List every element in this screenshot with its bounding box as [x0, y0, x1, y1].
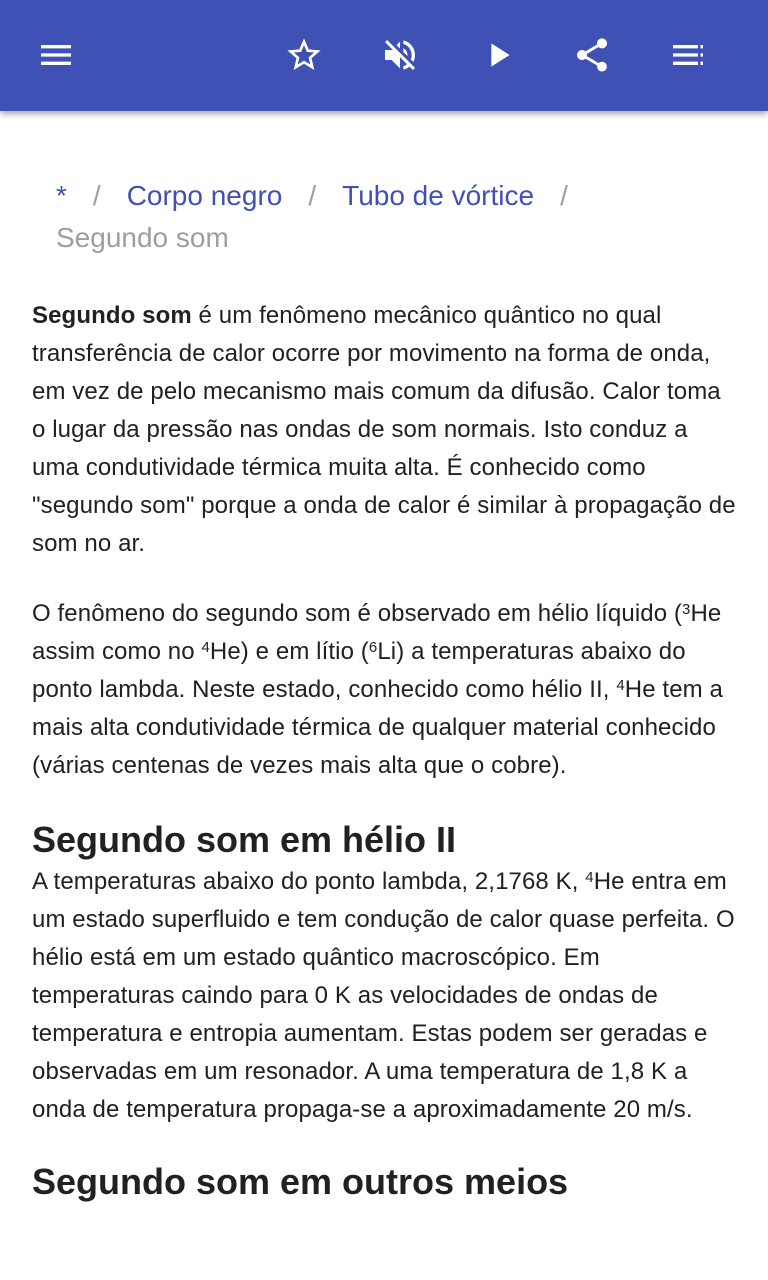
superscript: 4 — [616, 677, 625, 694]
paragraph-text: He tem a mais alta condutividade térmica de qualquer material conhecido (várias centenas de vezes mais alta que o cobre). — [32, 676, 723, 779]
list-icon — [668, 35, 708, 75]
top-toolbar — [0, 0, 768, 111]
contents-button[interactable] — [660, 27, 716, 83]
breadcrumb-link-corpo-negro[interactable]: Corpo negro — [126, 180, 283, 211]
superscript: 4 — [201, 639, 210, 656]
menu-button[interactable] — [28, 27, 84, 83]
menu-icon — [36, 35, 76, 75]
favorite-button[interactable] — [276, 27, 332, 83]
paragraph-text: He) e em lítio ( — [209, 638, 369, 665]
star-icon — [284, 35, 324, 75]
breadcrumb-separator: / — [308, 180, 317, 211]
section-heading-helium-ii: Segundo som em hélio II — [32, 819, 457, 860]
breadcrumb — [56, 175, 696, 259]
paragraph-intro — [32, 297, 736, 563]
superscript: 4 — [585, 869, 594, 886]
breadcrumb-link-tubo-de-vortice[interactable]: Tubo de vórtice — [342, 180, 535, 211]
article-body — [32, 297, 736, 1205]
share-icon — [572, 35, 612, 75]
breadcrumb-separator: / — [560, 180, 568, 211]
paragraph-helium — [32, 595, 736, 785]
breadcrumb-home-link[interactable]: * — [56, 180, 67, 211]
article-term: Segundo som — [32, 302, 192, 329]
play-icon — [478, 35, 518, 75]
share-button[interactable] — [564, 27, 620, 83]
paragraph-text: He assim como no — [32, 600, 722, 665]
section-heading-other-media: Segundo som em outros meios — [32, 1161, 569, 1202]
article-content — [0, 111, 768, 1280]
paragraph-text: A temperaturas abaixo do ponto lambda, 2,1768 K, — [32, 868, 586, 895]
superscript: 3 — [682, 601, 691, 618]
paragraph-text: O fenômeno do segundo som é observado em hélio líquido ( — [32, 600, 683, 627]
superscript: 6 — [368, 639, 378, 656]
paragraph-text: é um fenômeno mecânico quântico no qual transferência de calor ocorre por movimento na forma de onda, em vez de pelo mecanismo mais comum da difusão. Calor toma o lugar da pressão nas ondas de som normais. Isto conduz a uma condutividade térmica muita alta. É conhecido como "segundo som" porque a onda de calor é similar à propagação de som no ar. — [32, 302, 736, 557]
breadcrumb-separator: / — [92, 180, 101, 211]
paragraph-helium-ii — [32, 863, 736, 1129]
paragraph-text: He entra em um estado superfluido e tem condução de calor quase perfeita. O hélio está em um estado quântico macroscópico. Em temperaturas caindo para 0 K as velocidades de ondas de temperatura e entropia aumentam. Estas podem ser geradas e observadas em um resonador. A uma temperatura de 1,8 K a onda de temperatura propaga-se a aproximadamente 20 m/s. — [32, 868, 735, 1123]
mute-button[interactable] — [372, 27, 428, 83]
paragraph-text: Li) a temperaturas abaixo do ponto lambda. Neste estado, conhecido como hélio II, — [32, 638, 686, 703]
play-button[interactable] — [470, 27, 526, 83]
volume-off-icon — [380, 35, 420, 75]
breadcrumb-current: Segundo som — [56, 222, 229, 253]
